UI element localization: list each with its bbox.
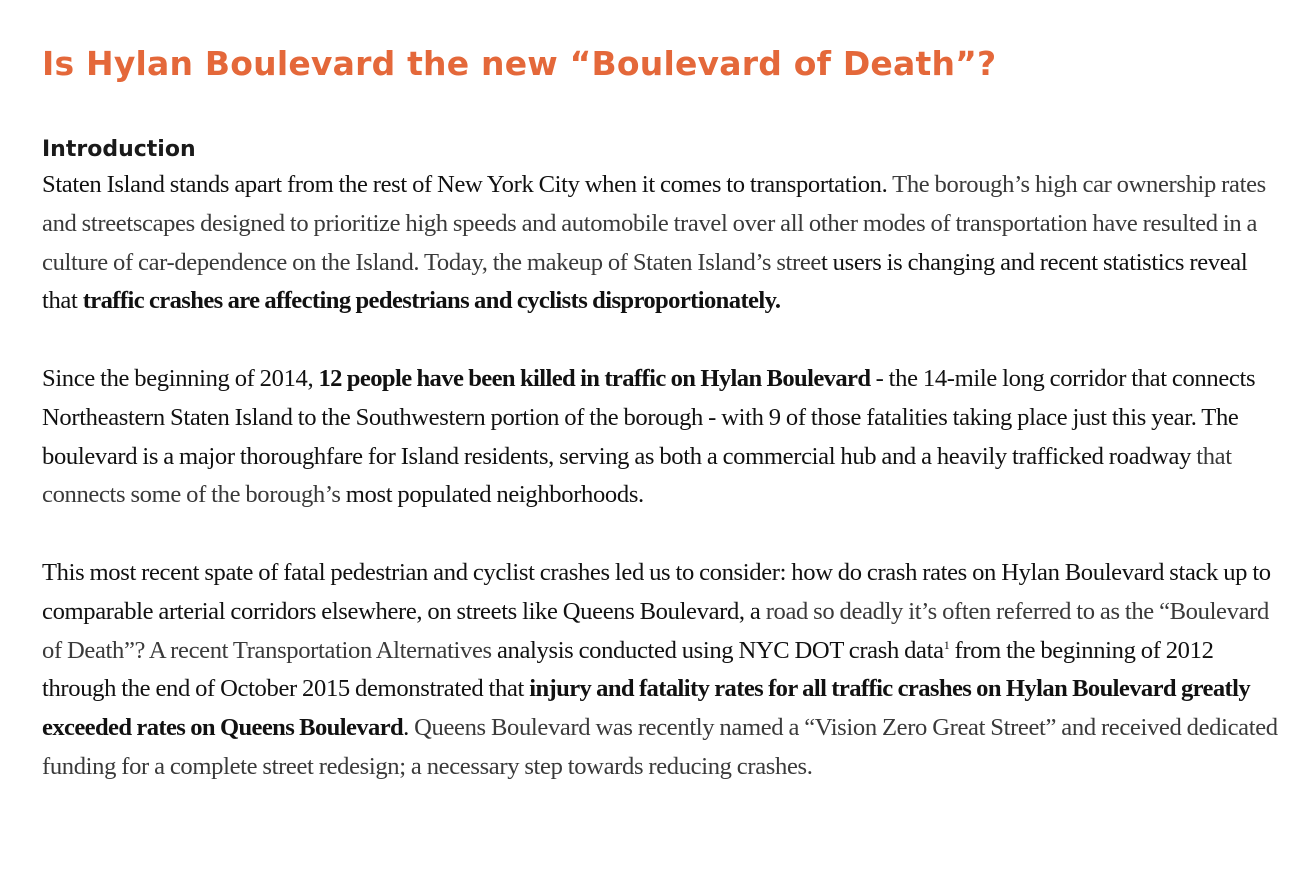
- p2-text-3: that connects some of the borough’s: [42, 442, 1232, 509]
- section-heading-introduction: Introduction: [42, 137, 196, 162]
- footnote-marker[interactable]: 1: [943, 637, 950, 652]
- intro-paragraph-2: [42, 360, 1286, 515]
- p1-text-4: t users is changing and recent statistics reveal that: [42, 248, 1248, 315]
- p2-text-2: - the 14-mile long corridor that connects Northeastern Staten Island to the Southwestern portion of the borough - with 9 of those fatalities taking place just this year. The boulevard is a major thoroughfare for Island residents, serving as both a commercial hub and a heavily trafficked roadway: [42, 364, 1256, 470]
- intro-paragraph-3: [42, 554, 1286, 787]
- p1-text-2: The borough’s high car ownership rates and streetscapes designed to prioritize high speeds and automobile travel over all other modes of transportation have resulted in a culture of car-dependence on the Island. Today, the: [42, 171, 1266, 276]
- p3-text-6: Queens Boulevard was recently named a “Vision Zero Great Street” and received dedicated funding for a complete street redesign; a necessary step towards reducing crashes.: [42, 714, 1278, 780]
- p3-text-4: from the beginning of 2012 through the end of October 2015 demonstrated that: [42, 636, 1214, 703]
- p1-text-1: Staten Island stands apart from the rest of New York City when it comes to transportation.: [42, 171, 893, 198]
- page-title: Is Hylan Boulevard the new “Boulevard of Death”?: [42, 44, 997, 83]
- p3-bold-statement: injury and fatality rates for all traffic crashes on Hylan Boulevard greatly exceeded rates on Queens Boulevard: [42, 675, 1251, 742]
- p1-text-3: makeup of Staten Island’s stree: [526, 248, 821, 276]
- intro-paragraph-1: [42, 166, 1286, 321]
- p2-text-4: most populated neighborhoods.: [340, 481, 644, 509]
- p1-bold-statement: traffic crashes are affecting pedestrians and cyclists disproportionately.: [82, 287, 781, 315]
- p2-text-1: Since the beginning of 2014,: [42, 364, 319, 392]
- p3-text-2: road so deadly it’s often referred to as the “Boulevard of Death”? A recent Transportation Alternatives: [42, 597, 1269, 664]
- p3-text-5: .: [403, 714, 415, 742]
- p3-text-3: analysis conducted using NYC DOT crash data: [491, 636, 944, 664]
- p2-bold-statement: 12 people have been killed in traffic on Hylan Boulevard: [318, 364, 871, 392]
- p3-text-1: This most recent spate of fatal pedestrian and cyclist crashes led us to consider: how do crash rates on Hylan Boulevard stack up to comparable arterial corridors elsewhere, on streets like Queens Boulevard, a: [42, 558, 1271, 625]
